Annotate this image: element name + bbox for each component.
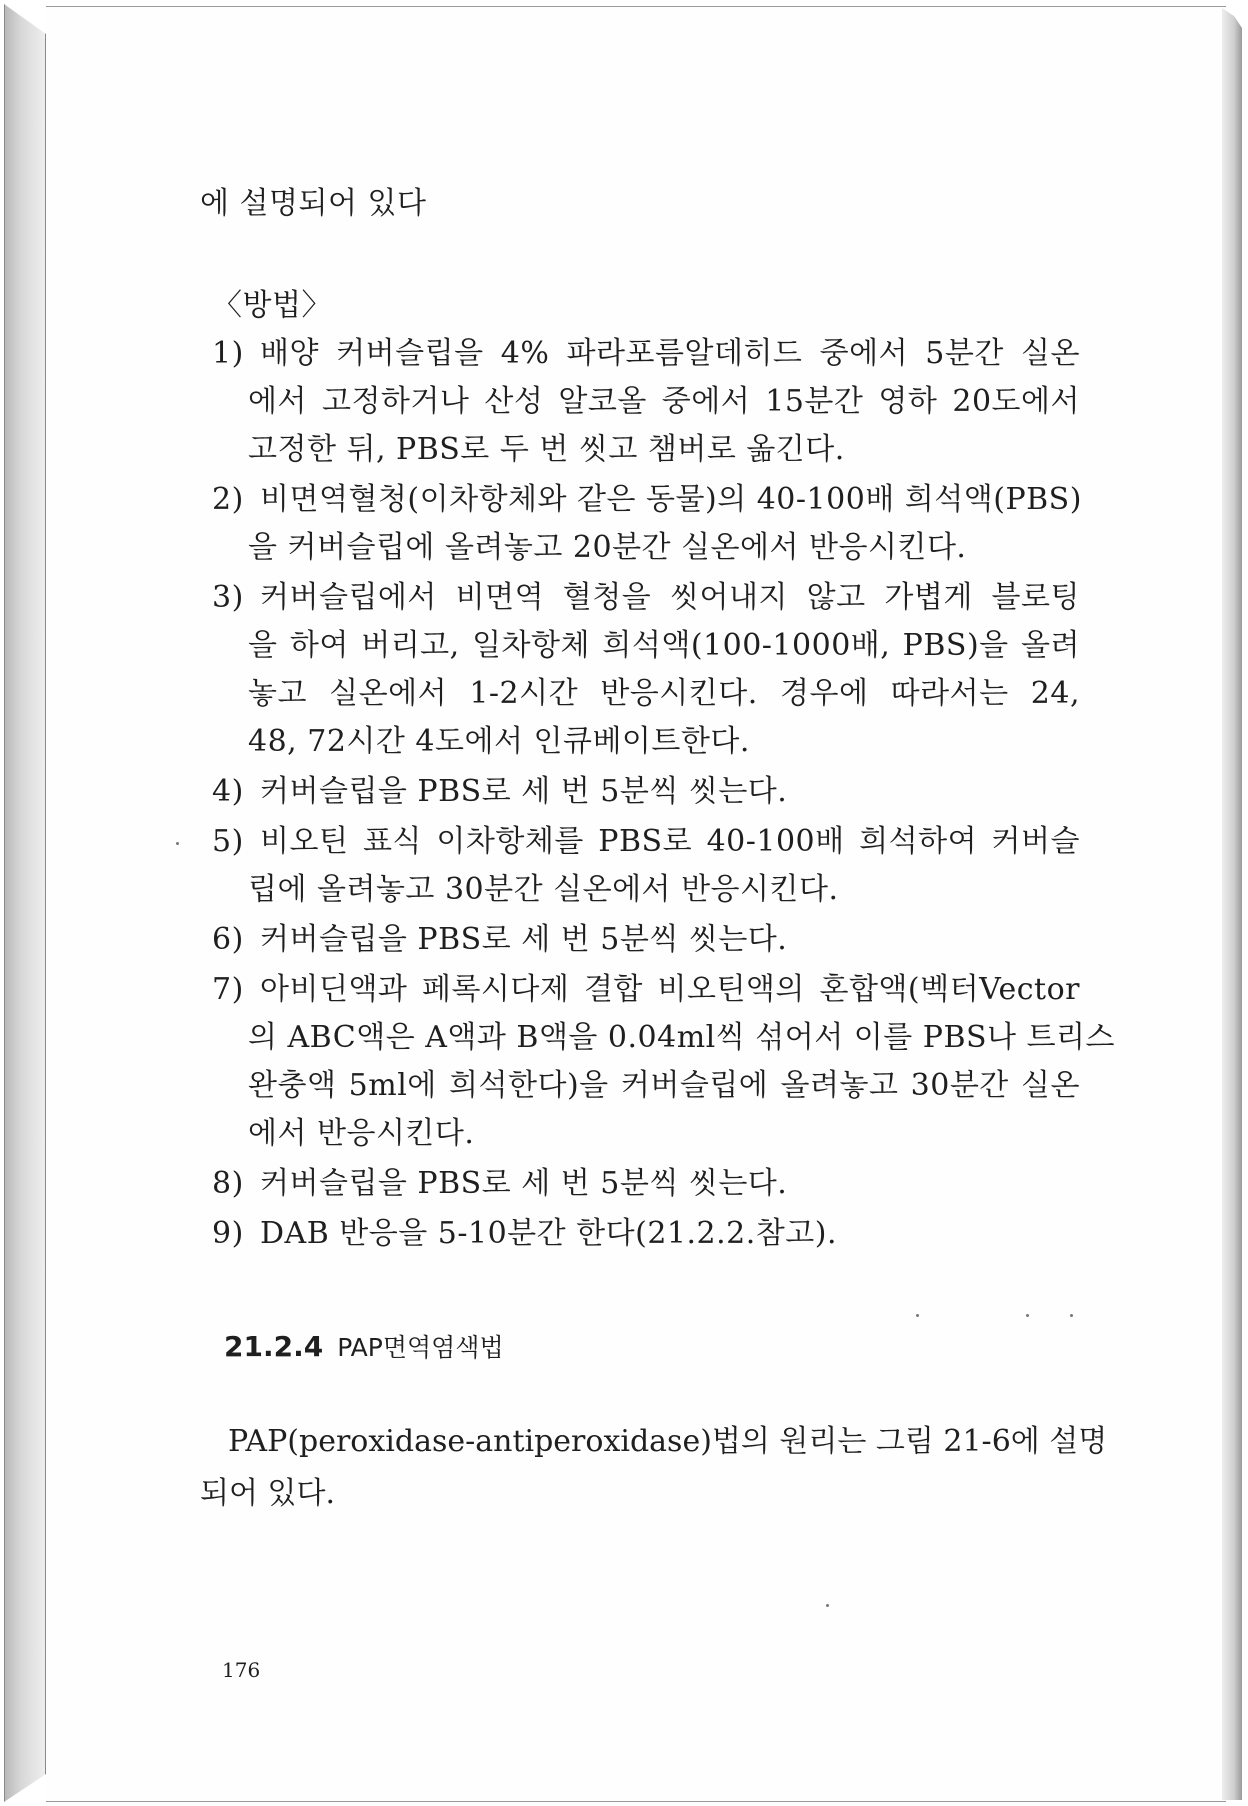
scan-speck [916,1314,919,1317]
step-line: 에서 고정하거나 산성 알코올 중에서 15분간 영하 20도에서 [248,384,1080,419]
step-line: 48, 72시간 4도에서 인큐베이트한다. [248,724,750,759]
scan-speck [1070,1314,1073,1317]
step-number: 6) [212,922,244,957]
step-number: 7) [212,972,244,1007]
step-number: 8) [212,1166,244,1201]
step-number: 5) [212,824,244,859]
step-line: 커버슬립에서 비면역 혈청을 씻어내지 않고 가볍게 블로팅 [260,580,1080,615]
step-line: DAB 반응을 5-10분간 한다(21.2.2.참고). [260,1216,837,1251]
step-line: 커버슬립을 PBS로 세 번 5분씩 씻는다. [260,1166,788,1201]
step-line: 의 ABC액은 A액과 B액을 0.04ml씩 섞어서 이를 PBS나 트리스 [248,1020,1116,1055]
step-line: 을 하여 버리고, 일차항체 희석액(100-1000배, PBS)을 올려 [248,628,1080,663]
step-line: 아비딘액과 페록시다제 결합 비오틴액의 혼합액(벡터Vector [260,972,1080,1007]
paragraph-line: PAP(peroxidase-antiperoxidase)법의 원리는 그림 21-6에 설명 [228,1424,1108,1459]
section-number: 21.2.4 [224,1330,324,1363]
step-line: 비오틴 표식 이차항체를 PBS로 40-100배 희석하여 커버슬 [260,824,1080,859]
scan-speck [176,842,179,845]
section-heading [224,1330,504,1365]
step-number: 4) [212,774,244,809]
step-line: 커버슬립을 PBS로 세 번 5분씩 씻는다. [260,774,788,809]
step-line: 에서 반응시킨다. [248,1116,475,1151]
scan-speck [826,1604,829,1607]
page-number: 176 [222,1658,261,1682]
step-line: 커버슬립을 PBS로 세 번 5분씩 씻는다. [260,922,788,957]
intro-line: 에 설명되어 있다 [200,186,427,221]
step-line: 배양 커버슬립을 4% 파라포름알데히드 중에서 5분간 실온 [260,336,1080,371]
step-line: 놓고 실온에서 1-2시간 반응시킨다. 경우에 따라서는 24, [248,676,1080,711]
step-number: 1) [212,336,244,371]
section-title: PAP면역염색법 [337,1333,504,1362]
step-number: 3) [212,580,244,615]
step-number: 2) [212,482,244,517]
step-number: 9) [212,1216,244,1251]
scan-speck [1026,1314,1029,1317]
step-line: 고정한 뒤, PBS로 두 번 씻고 챔버로 옮긴다. [248,432,845,467]
step-line: 을 커버슬립에 올려놓고 20분간 실온에서 반응시킨다. [248,530,967,565]
paragraph-line: 되어 있다. [200,1476,335,1511]
step-line: 완충액 5ml에 희석한다)을 커버슬립에 올려놓고 30분간 실온 [248,1068,1080,1103]
method-heading: 〈방법〉 [212,288,332,323]
step-line: 립에 올려놓고 30분간 실온에서 반응시킨다. [248,872,839,907]
step-line: 비면역혈청(이차항체와 같은 동물)의 40-100배 희석액(PBS) [260,482,1082,517]
